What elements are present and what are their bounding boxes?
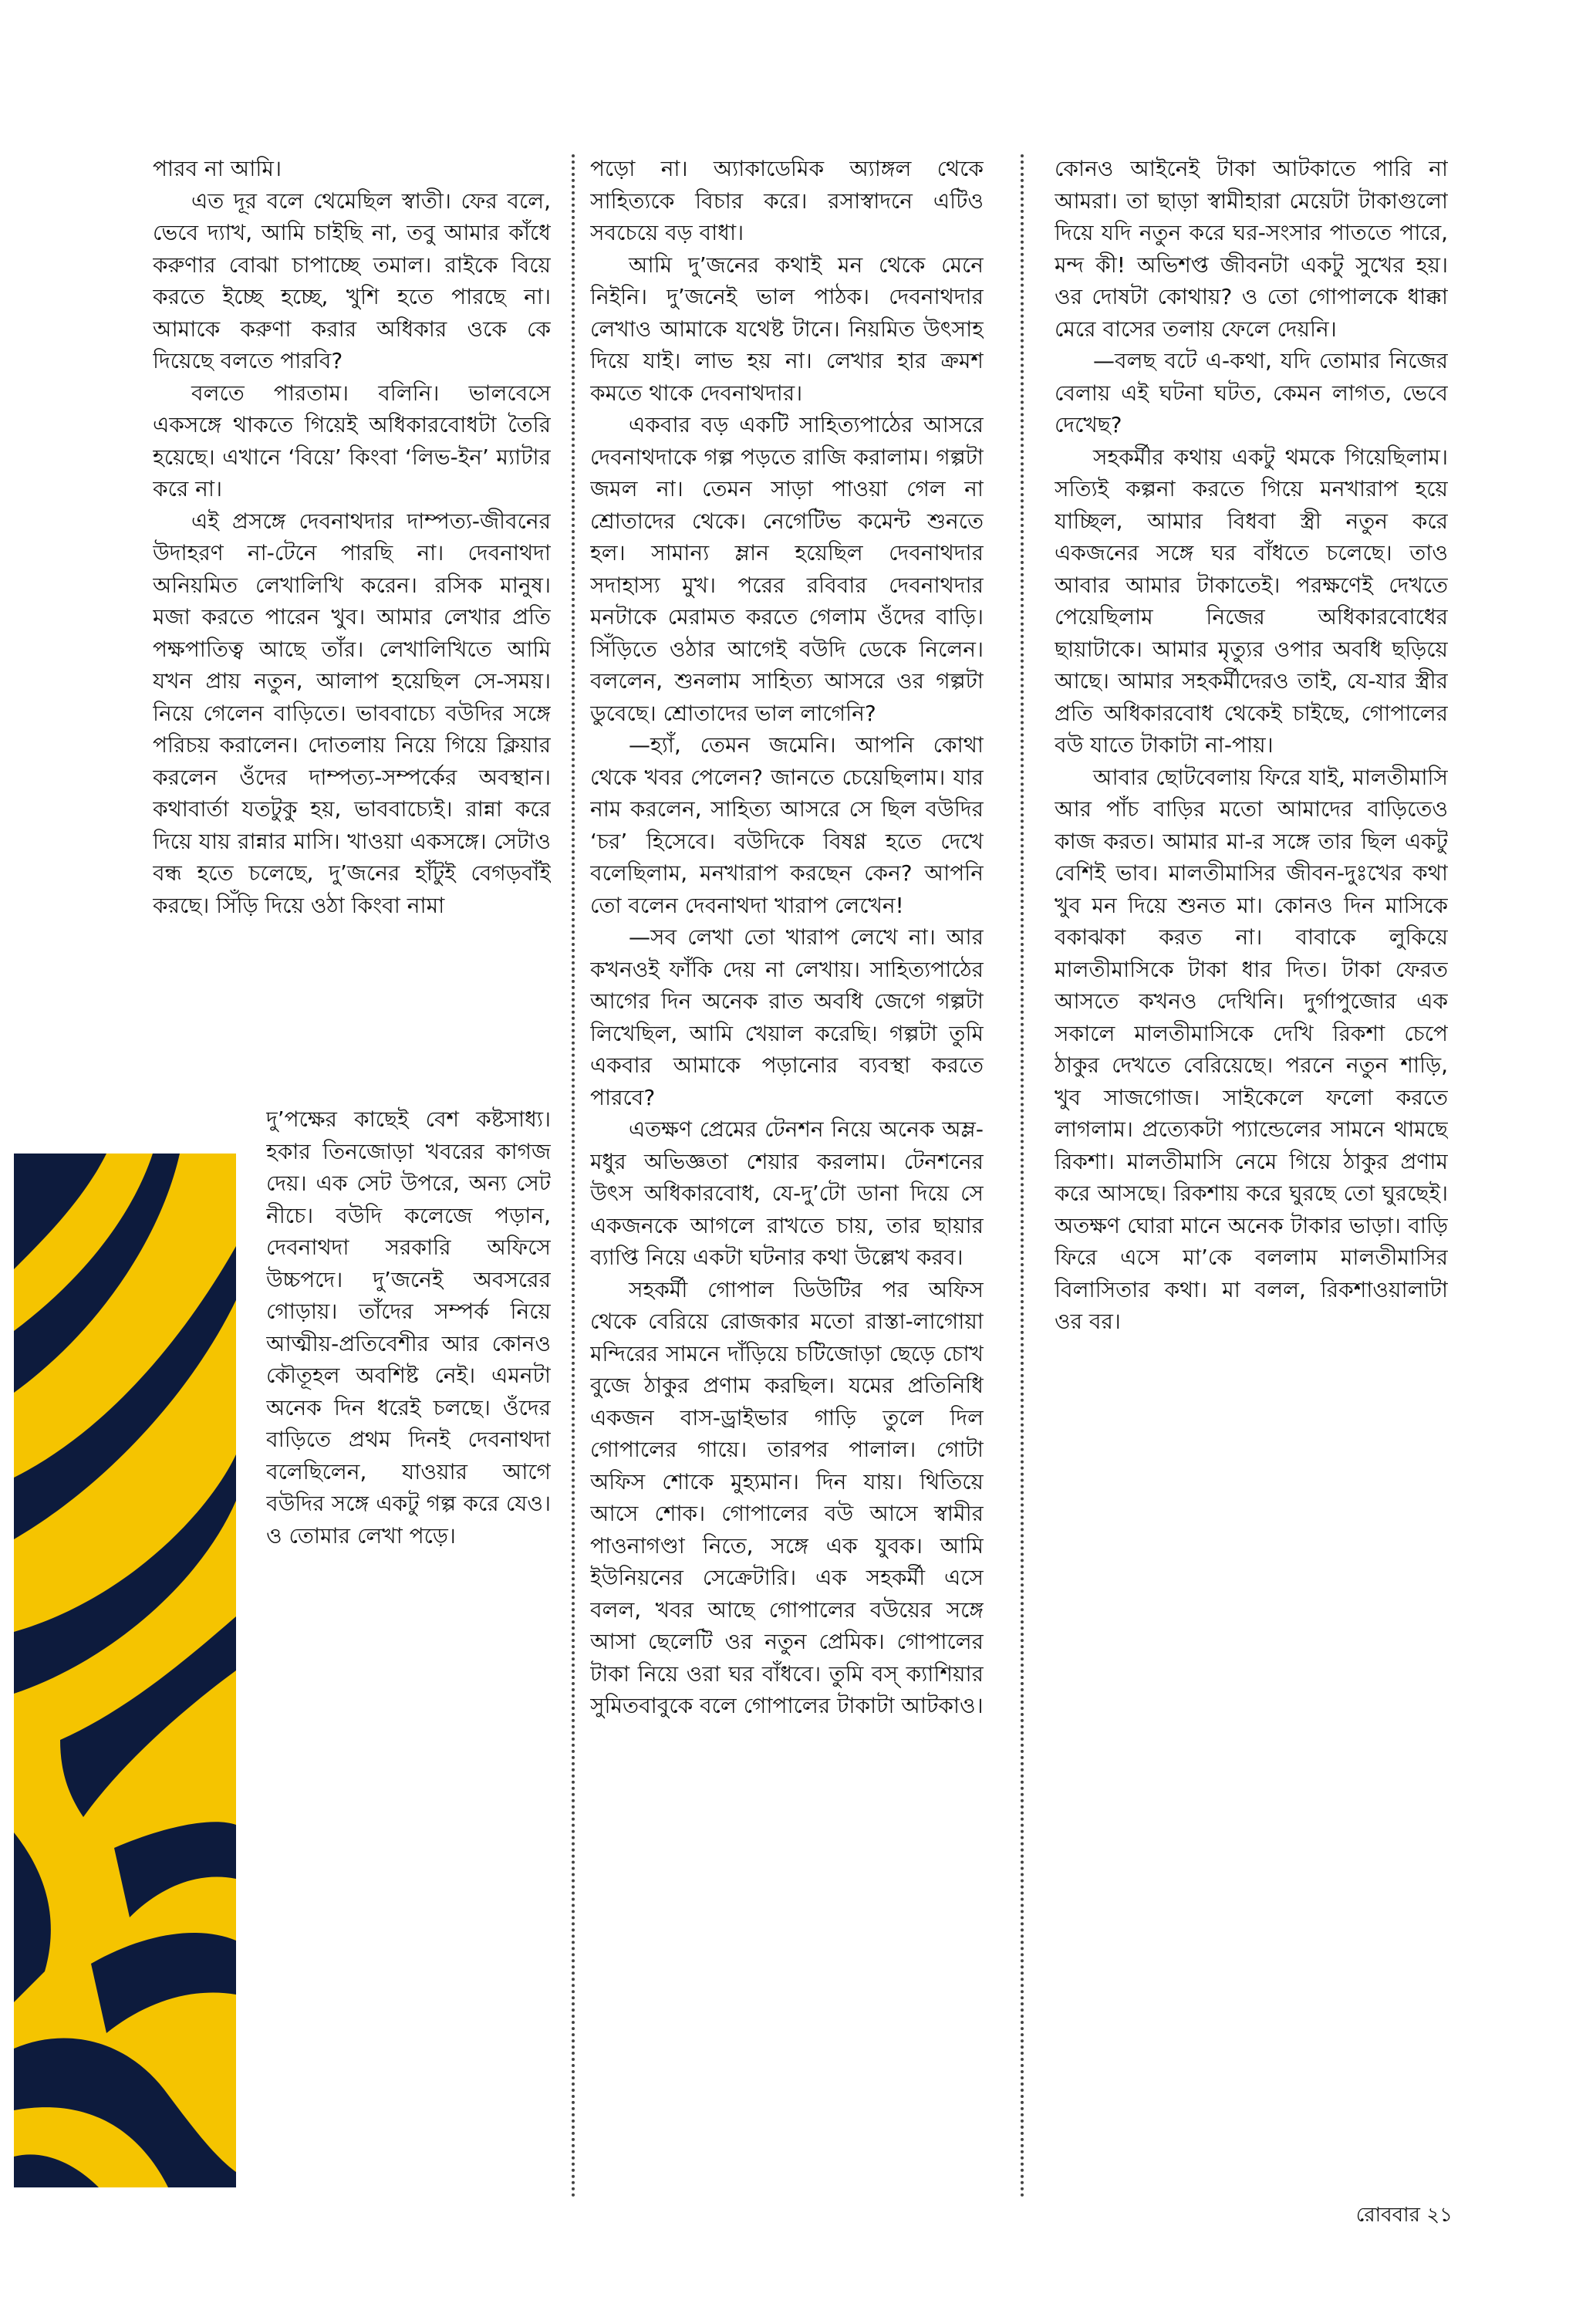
paragraph: সহকর্মীর কথায় একটু থমকে গিয়েছিলাম। সত্যিই কল্পনা করতে গিয়ে মনখারাপ হয়ে যাচ্ছিল, আমার বিধবা স্ত্রী নতুন করে একজনের সঙ্গে ঘর বাঁধতে চলেছে। তাও আবার আমার টাকাতেই। পরক্ষণেই দেখতে পেয়েছিলাম নিজের অধিকারবোধের ছায়াটাকে। আমার মৃত্যুর ওপার অবধি ছড়িয়ে আছে। আমার সহকর্মীদেরও তাই, যে-যার স্ত্রীর প্রতি অধিকারবোধ থেকেই চাইছে, গোপালের বউ যাতে টাকাটা না-পায়। xyxy=(1055,444,1448,758)
paragraph: এই প্রসঙ্গে দেবনাথদার দাম্পত্য-জীবনের উদাহরণ না-টেনে পারছি না। দেবনাথদা অনিয়মিত লেখালিখি করেন। রসিক মানুষ। মজা করতে পারেন খুব। আমার লেখার প্রতি পক্ষপাতিত্ব আছে তাঁর। লেখালিখিতে আমি যখন প্রায় নতুন, আলাপ হয়েছিল সে-সময়। নিয়ে গেলেন বাড়িতে। ভাববাচ্যে বউদির সঙ্গে পরিচয় করালেন। দোতলায় নিয়ে গিয়ে ক্লিয়ার করলেন ওঁদের দাম্পত্য-সম্পর্কের অবস্থান। কথাবার্তা যতটুকু হয়, ভাববাচ্যেই। রান্না করে দিয়ে যায় রান্নার মাসি। খাওয়া একসঙ্গে। সেটাও বন্ধ হতে চলেছে, দু’জনের হাঁটুই বেগড়বাঁই করছে। সিঁড়ি দিয়ে ওঠা কিংবা নামা xyxy=(153,508,551,918)
paragraph: বলতে পারতাম। বলিনি। ভালবেসে একসঙ্গে থাকতে গিয়েই অধিকারবোধটা তৈরি হয়েছে। এখানে ‘বিয়ে’ কিংবা ‘লিভ-ইন’ ম্যাটার করে না। xyxy=(153,380,551,502)
paragraph: সহকর্মী গোপাল ডিউটির পর অফিস থেকে বেরিয়ে রোজকার মতো রাস্তা-লাগোয়া মন্দিরের সামনে দাঁড়িয়ে চটিজোড়া ছেড়ে চোখ বুজে ঠাকুর প্রণাম করছিল। যমের প্রতিনিধি একজন বাস-ড্রাইভার গাড়ি তুলে দিল গোপালের গায়ে। তারপর পালাল। গোটা অফিস শোকে মুহ্যমান। দিন যায়। থিতিয়ে আসে শোক। গোপালের বউ আসে স্বামীর পাওনাগণ্ডা নিতে, সঙ্গে এক যুবক। আমি ইউনিয়নের সেক্রেটারি। এক সহকর্মী এসে বলল, খবর আছে গোপালের বউয়ের সঙ্গে আসা ছেলেটি ওর নতুন প্রেমিক। গোপালের টাকা নিয়ে ওরা ঘর বাঁধবে। তুমি বস্‌ ক্যাশিয়ার সুমিতবাবুকে বলে গোপালের টাকাটা আটকাও। xyxy=(590,1276,984,1718)
column-divider xyxy=(572,154,575,2199)
paragraph: এতক্ষণ প্রেমের টেনশন নিয়ে অনেক অম্ল-মধুর অভিজ্ঞতা শেয়ার করলাম। টেনশনের উৎস অধিকারবোধ, যে-দু’টো ডানা দিয়ে সে একজনকে আগলে রাখতে চায়, তার ছায়ার ব্যাপ্তি নিয়ে একটা ঘটনার কথা উল্লেখ করব। xyxy=(590,1116,984,1270)
paragraph: দু’পক্ষের কাছেই বেশ কষ্টসাধ্য। হকার তিনজোড়া খবরের কাগজ দেয়। এক সেট উপরে, অন্য সেট নীচে। বউদি কলেজে পড়ান, দেবনাথদা সরকারি অফিসে উচ্চপদে। দু’জনেই অবসরের গোড়ায়। তাঁদের সম্পর্ক নিয়ে আত্মীয়-প্রতিবেশীর আর কোনও কৌতূহল অবশিষ্ট নেই। এমনটা অনেক দিন ধরেই চলছে। ওঁদের বাড়িতে প্রথম দিনই দেবনাথদা বলেছিলেন, যাওয়ার আগে বউদির সঙ্গে একটু গল্প করে যেও। ও তোমার লেখা পড়ে। xyxy=(266,1106,551,1549)
paragraph: আমি দু’জনের কথাই মন থেকে মেনে নিইনি। দু’জনেই ভাল পাঠক। দেবনাথদার লেখাও আমাকে যথেষ্ট টানে। নিয়মিত উৎসাহ দিয়ে যাই। লাভ হয় না। লেখার হার ক্রমশ কমতে থাকে দেবনাথদার। xyxy=(590,252,984,406)
page-footer: রোববার ২১ xyxy=(1355,2204,1453,2227)
paragraph: একবার বড় একটি সাহিত্যপাঠের আসরে দেবনাথদাকে গল্প পড়তে রাজি করালাম। গল্পটা জমল না। তেমন সাড়া পাওয়া গেল না শ্রোতাদের থেকে। নেগেটিভ কমেন্ট শুনতে হল। সামান্য ম্লান হয়েছিল দেবনাথদার সদাহাস্য মুখ। পরের রবিবার দেবনাথদার মনটাকে মেরামত করতে গেলাম ওঁদের বাড়ি। সিঁড়িতে ওঠার আগেই বউদি ডেকে নিলেন। বললেন, শুনলাম সাহিত্য আসরে ওর গল্পটা ডুবেছে। শ্রোতাদের ভাল লাগেনি? xyxy=(590,412,984,726)
paragraph: —হ্যাঁ, তেমন জমেনি। আপনি কোথা থেকে খবর পেলেন? জানতে চেয়েছিলাম। যার নাম করলেন, সাহিত্য আসরে সে ছিল বউদির ‘চর’ হিসেবে। বউদিকে বিষণ্ণ হতে দেখে বলেছিলাম, মনখারাপ করছেন কেন? আপনি তো বলেন দেবনাথদা খারাপ লেখেন! xyxy=(590,732,984,918)
column-2 xyxy=(590,153,984,2128)
column-divider xyxy=(1021,154,1024,2199)
paragraph: পারব না আমি। xyxy=(153,156,282,181)
paragraph: পড়ো না। অ্যাকাডেমিক অ্যাঙ্গল থেকে সাহিত্যকে বিচার করে। রসাস্বাদনে এটিও সবচেয়ে বড় বাধা। xyxy=(590,156,984,245)
column-3 xyxy=(1055,153,1448,2159)
column-1-narrow xyxy=(266,1103,551,2168)
paragraph: —সব লেখা তো খারাপ লেখে না। আর কখনওই ফাঁকি দেয় না লেখায়। সাহিত্যপাঠের আগের দিন অনেক রাত অবধি জেগে গল্পটা লিখেছিল, আমি খেয়াল করেছি। গল্পটা তুমি একবার আমাকে পড়ানোর ব্যবস্থা করতে পারবে? xyxy=(590,924,984,1110)
paragraph: আবার ছোটবেলায় ফিরে যাই, মালতীমাসি আর পাঁচ বাড়ির মতো আমাদের বাড়িতেও কাজ করত। আমার মা-র সঙ্গে তার ছিল একটু বেশিই ভাব। মালতীমাসির জীবন-দুঃখের কথা খুব মন দিয়ে শুনত মা। কোনও দিন মাসিকে বকাঝকা করত না। বাবাকে লুকিয়ে মালতীমাসিকে টাকা ধার দিত। টাকা ফেরত আসতে কখনও দেখিনি। দুর্গাপুজোর এক সকালে মালতীমাসিকে দেখি রিকশা চেপে ঠাকুর দেখতে বেরিয়েছে। পরনে নতুন শাড়ি, খুব সাজগোজ। সাইকেলে ফলো করতে লাগলাম। প্রত্যেকটা প্যান্ডেলের সামনে থামছে রিকশা। মালতীমাসি নেমে গিয়ে ঠাকুর প্রণাম করে আসছে। রিকশায় করে ঘুরছে তো ঘুরছেই। অতক্ষণ ঘোরা মানে অনেক টাকার ভাড়া। বাড়ি ফিরে এসে মা’কে বললাম মালতীমাসির বিলাসিতার কথা। মা বলল, রিকশাওয়ালাটা ওর বর। xyxy=(1055,764,1448,1334)
paragraph: এত দূর বলে থেমেছিল স্বাতী। ফের বলে, ভেবে দ্যাখ, আমি চাইছি না, তবু আমার কাঁধে করুণার বোঝা চাপাচ্ছে তমাল। রাইকে বিয়ে করতে ইচ্ছে হচ্ছে, খুশি হতে পারছে না। আমাকে করুণা করার অধিকার ওকে কে দিয়েছে বলতে পারবি? xyxy=(153,187,551,373)
paragraph: কোনও আইনেই টাকা আটকাতে পারি না আমরা। তা ছাড়া স্বামীহারা মেয়েটা টাকাগুলো দিয়ে যদি নতুন করে ঘর-সংসার পাততে পারে, মন্দ কী! অভিশপ্ত জীবনটা একটু সুখের হয়। ওর দোষটা কোথায়? ও তো গোপালকে ধাক্কা মেরে বাসের তলায় ফেলে দেয়নি। xyxy=(1055,156,1448,342)
decorative-stripes-illustration xyxy=(14,1154,236,2187)
column-1 xyxy=(153,153,551,1110)
paragraph: —বলছ বটে এ-কথা, যদি তোমার নিজের বেলায় এই ঘটনা ঘটত, কেমন লাগত, ভেবে দেখেছ? xyxy=(1055,348,1448,437)
